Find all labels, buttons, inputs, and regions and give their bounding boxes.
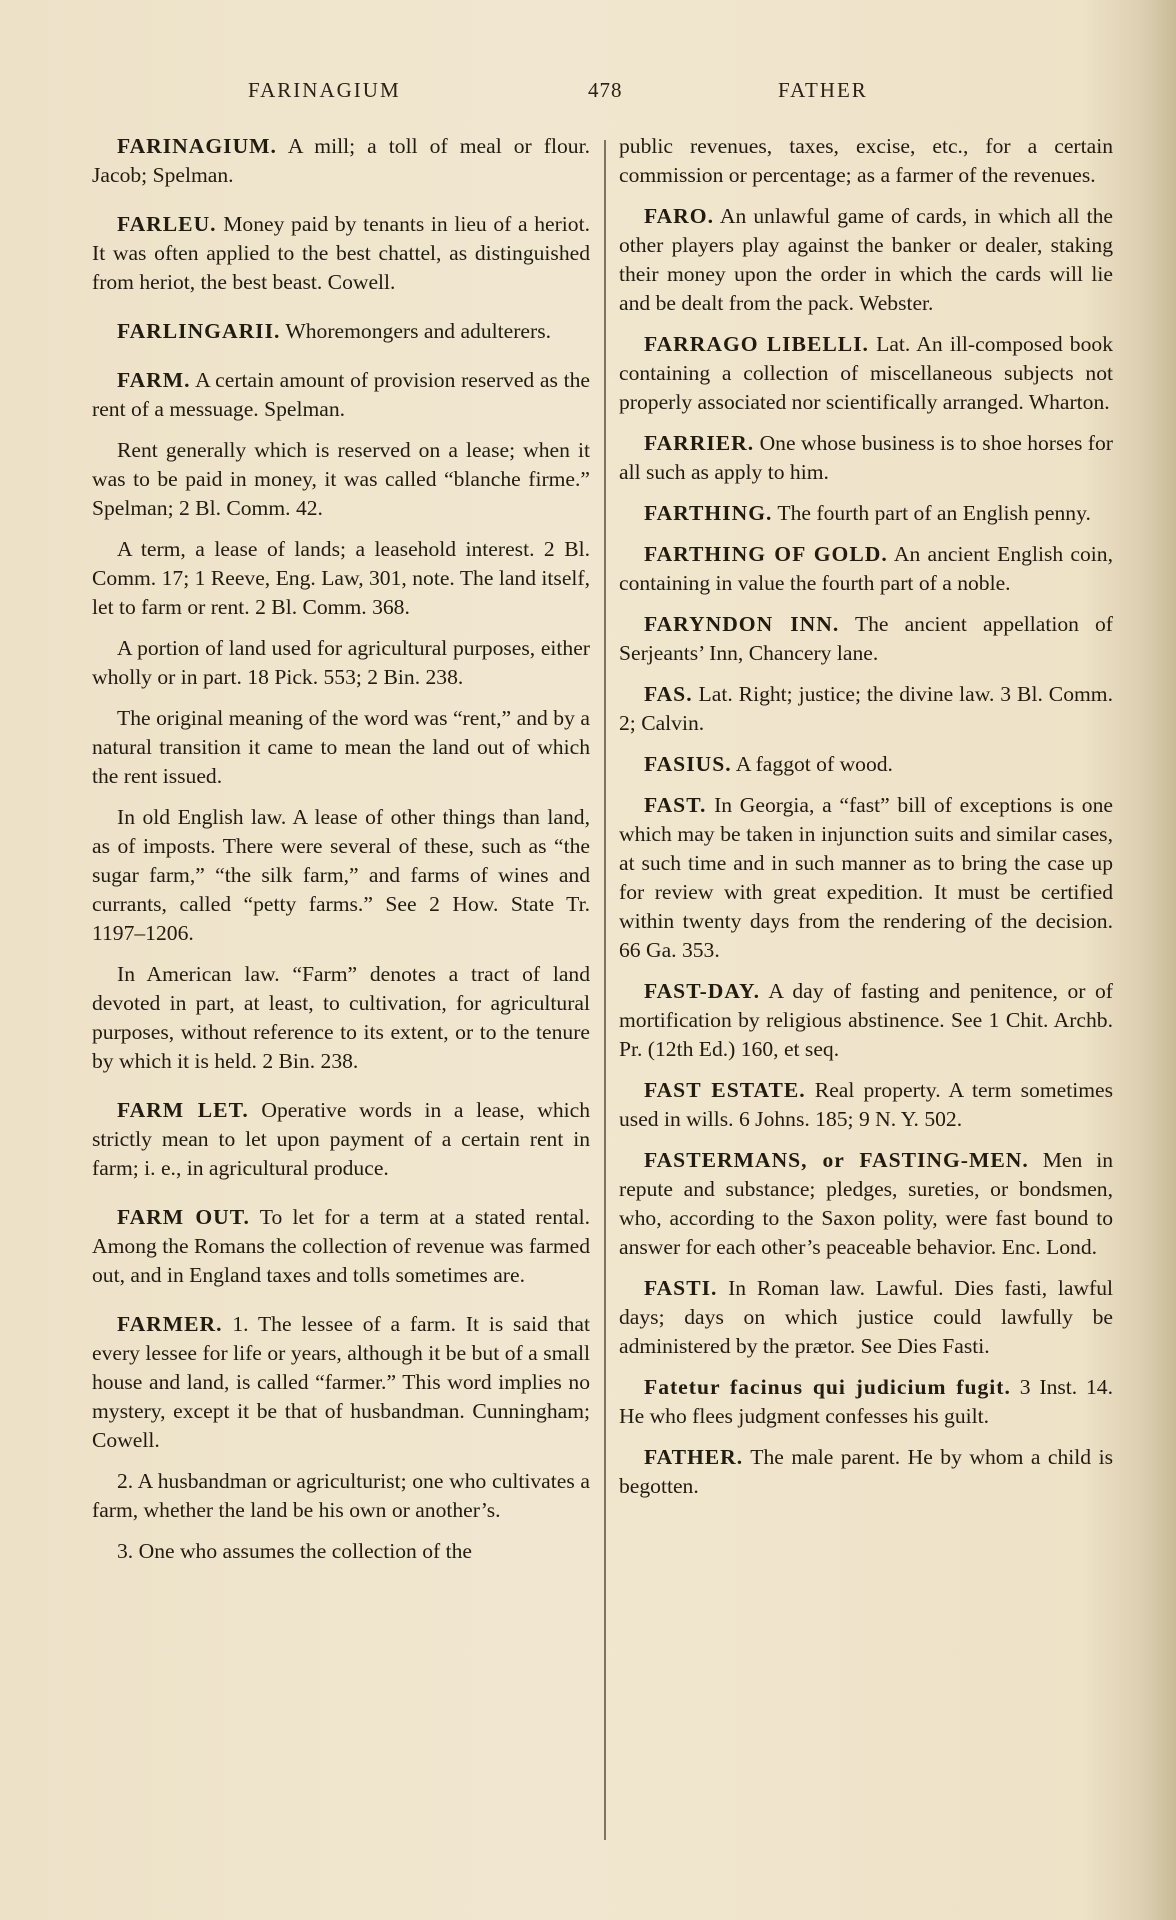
entry-text: A faggot of wood. xyxy=(731,752,893,776)
entry-text: Rent generally which is reserved on a lease; when it was to be paid in money, it was called “blanche firme.” Spelman; 2 Bl. Comm. 42. xyxy=(92,438,590,520)
entry-term: FARRAGO LIBELLI. xyxy=(644,332,869,356)
entry-fasius xyxy=(619,750,1113,779)
entry-farrier xyxy=(619,429,1113,487)
entry-text: The original meaning of the word was “rent,” and by a natural transition it came to mean the land out of which the rent issued. xyxy=(92,706,590,788)
entry-farthing xyxy=(619,499,1113,528)
entry-text: A portion of land used for agricultural purposes, either wholly or in part. 18 Pick. 553; 2 Bin. 238. xyxy=(92,636,590,689)
entry-text: In American law. “Farm” denotes a tract of land devoted in part, at least, to cultivation, for agricultural purposes, without reference to its extent, or to the tenure by which it is held. 2 Bin. 238. xyxy=(92,962,590,1073)
entry-text: Lat. An ill-composed book containing a collection of miscellaneous subjects not properly associated nor scientifically arranged. Wharton. xyxy=(619,332,1113,414)
entry-text: A term, a lease of lands; a leasehold interest. 2 Bl. Comm. 17; 1 Reeve, Eng. Law, 301, note. The land itself, let to farm or rent. 2 Bl. Comm. 368. xyxy=(92,537,590,619)
entry-term: FARMER. xyxy=(117,1312,223,1336)
entry-text: An unlawful game of cards, in which all the other players play against the banker or dealer, staking their money upon the order in which the cards will lie and be dealt from the pack. Webster. xyxy=(619,204,1113,315)
entry-term: FARRIER. xyxy=(644,431,755,455)
entry-farm xyxy=(92,366,590,424)
running-head-right: FATHER xyxy=(778,78,868,102)
entry-farm-sense xyxy=(92,634,590,692)
column-divider xyxy=(604,140,606,1840)
entry-text: 2. A husbandman or agriculturist; one who cultivates a farm, whether the land be his own or another’s. xyxy=(92,1469,590,1522)
entry-faro xyxy=(619,202,1113,318)
entry-farmer-continued xyxy=(619,132,1113,190)
entry-text: In Roman law. Lawful. Dies fasti, lawful days; days on which justice could lawfully be administered by the prætor. See Dies Fasti. xyxy=(619,1276,1113,1358)
entry-term: FARLEU. xyxy=(117,212,217,236)
entry-term: FARLINGARII. xyxy=(117,319,281,343)
entry-term: FATHER. xyxy=(644,1445,744,1469)
entry-term: FARTHING OF GOLD. xyxy=(644,542,888,566)
entry-fatetur-maxim xyxy=(619,1373,1113,1431)
entry-term: FAST ESTATE. xyxy=(644,1078,806,1102)
entry-text: The ancient appellation of Serjeants’ Inn, Chancery lane. xyxy=(619,612,1113,665)
entry-farleu xyxy=(92,210,590,297)
entry-farlingarii xyxy=(92,317,590,346)
entry-text: Whoremongers and adulterers. xyxy=(280,319,552,343)
entry-fast xyxy=(619,791,1113,965)
entry-text: To let for a term at a stated rental. Among the Romans the collection of revenue was farmed out, and in England taxes and tolls sometimes are. xyxy=(92,1205,590,1287)
entry-fast-estate xyxy=(619,1076,1113,1134)
entry-term: FAST-DAY. xyxy=(644,979,761,1003)
entry-term: FARINAGIUM. xyxy=(117,134,277,158)
entry-text: Lat. Right; justice; the divine law. 3 Bl. Comm. 2; Calvin. xyxy=(619,682,1113,735)
entry-text: Real property. A term sometimes used in wills. 6 Johns. 185; 9 N. Y. 502. xyxy=(619,1078,1113,1131)
entry-farm-sense xyxy=(92,803,590,948)
entry-term: FAST. xyxy=(644,793,707,817)
entry-term: FASTI. xyxy=(644,1276,718,1300)
entry-text: Men in repute and substance; pledges, sureties, or bondsmen, who, according to the Saxon polity, were fast bound to answer for each other’s peaceable behavior. Enc. Lond. xyxy=(619,1148,1113,1259)
entry-text: 3 Inst. 14. He who flees judgment confesses his guilt. xyxy=(619,1375,1113,1428)
entry-text: A certain amount of provision reserved as the rent of a messuage. Spelman. xyxy=(92,368,590,421)
entry-fas xyxy=(619,680,1113,738)
entry-term: FASIUS. xyxy=(644,752,732,776)
entry-term: Fatetur facinus qui judicium fugit. xyxy=(644,1375,1011,1399)
entry-farm-sense xyxy=(92,436,590,523)
entry-text: The male parent. He by whom a child is begotten. xyxy=(619,1445,1113,1498)
entry-farmer-sense xyxy=(92,1537,590,1566)
entry-faryndon-inn xyxy=(619,610,1113,668)
entry-text: Money paid by tenants in lieu of a heriot. It was often applied to the best chattel, as distinguished from heriot, the best beast. Cowell. xyxy=(92,212,590,294)
entry-text: Operative words in a lease, which strictly mean to let upon payment of a certain rent in farm; i. e., in agricultural produce. xyxy=(92,1098,590,1180)
right-column xyxy=(619,132,1113,1513)
entry-text: A mill; a toll of meal or flour. Jacob; Spelman. xyxy=(92,134,590,187)
entry-fast-day xyxy=(619,977,1113,1064)
entry-term: FAS. xyxy=(644,682,693,706)
entry-fastermans xyxy=(619,1146,1113,1262)
entry-term: FARYNDON INN. xyxy=(644,612,840,636)
running-head-left: FARINAGIUM xyxy=(248,78,401,102)
entry-text: One whose business is to shoe horses for all such as apply to him. xyxy=(619,431,1113,484)
entry-text: An ancient English coin, containing in value the fourth part of a noble. xyxy=(619,542,1114,595)
entry-farmer xyxy=(92,1310,590,1455)
entry-fasti xyxy=(619,1274,1113,1361)
entry-text: public revenues, taxes, excise, etc., for a certain commission or percentage; as a farmer of the revenues. xyxy=(619,134,1113,187)
entry-farrago-libelli xyxy=(619,330,1113,417)
entry-text: In old English law. A lease of other things than land, as of imposts. There were several of these, such as “the sugar farm,” “the silk farm,” and farms of wines and currants, called “petty farms.” See 2 How. State Tr. 1197–1206. xyxy=(92,805,590,945)
page-number: 478 xyxy=(588,78,623,102)
entry-farmer-sense xyxy=(92,1467,590,1525)
entry-father xyxy=(619,1443,1113,1501)
entry-term: FARO. xyxy=(644,204,714,228)
entry-text: In Georgia, a “fast” bill of exceptions is one which may be taken in injunction suits and similar cases, at such time and in such manner as to bring the case up for review with great expedition. It must be certified within twenty days from the rendering of the decision. 66 Ga. 353. xyxy=(619,793,1113,962)
entry-text: A day of fasting and penitence, or of mortification by religious abstinence. See 1 Chit. Archb. Pr. (12th Ed.) 160, et seq. xyxy=(619,979,1113,1061)
entry-farm-sense xyxy=(92,960,590,1076)
entry-term: FASTERMANS, or FASTING-MEN. xyxy=(644,1148,1029,1172)
entry-term: FARM LET. xyxy=(117,1098,249,1122)
entry-text: 1. The lessee of a farm. It is said that every lessee for life or years, although it be but of a small house and land, is called “farmer.” This word implies no mystery, except it be that of husbandman. Cunningham; Cowell. xyxy=(92,1312,590,1452)
entry-farm-let xyxy=(92,1096,590,1183)
entry-term: FARM OUT. xyxy=(117,1205,250,1229)
entry-farinagium xyxy=(92,132,590,190)
entry-farm-sense xyxy=(92,535,590,622)
entry-farm-out xyxy=(92,1203,590,1290)
entry-term: FARTHING. xyxy=(644,501,773,525)
entry-farm-sense xyxy=(92,704,590,791)
entry-term: FARM. xyxy=(117,368,191,392)
entry-farthing-of-gold xyxy=(619,540,1113,598)
entry-text: 3. One who assumes the collection of the xyxy=(117,1539,473,1563)
left-column xyxy=(92,132,590,1578)
entry-text: The fourth part of an English penny. xyxy=(772,501,1091,525)
